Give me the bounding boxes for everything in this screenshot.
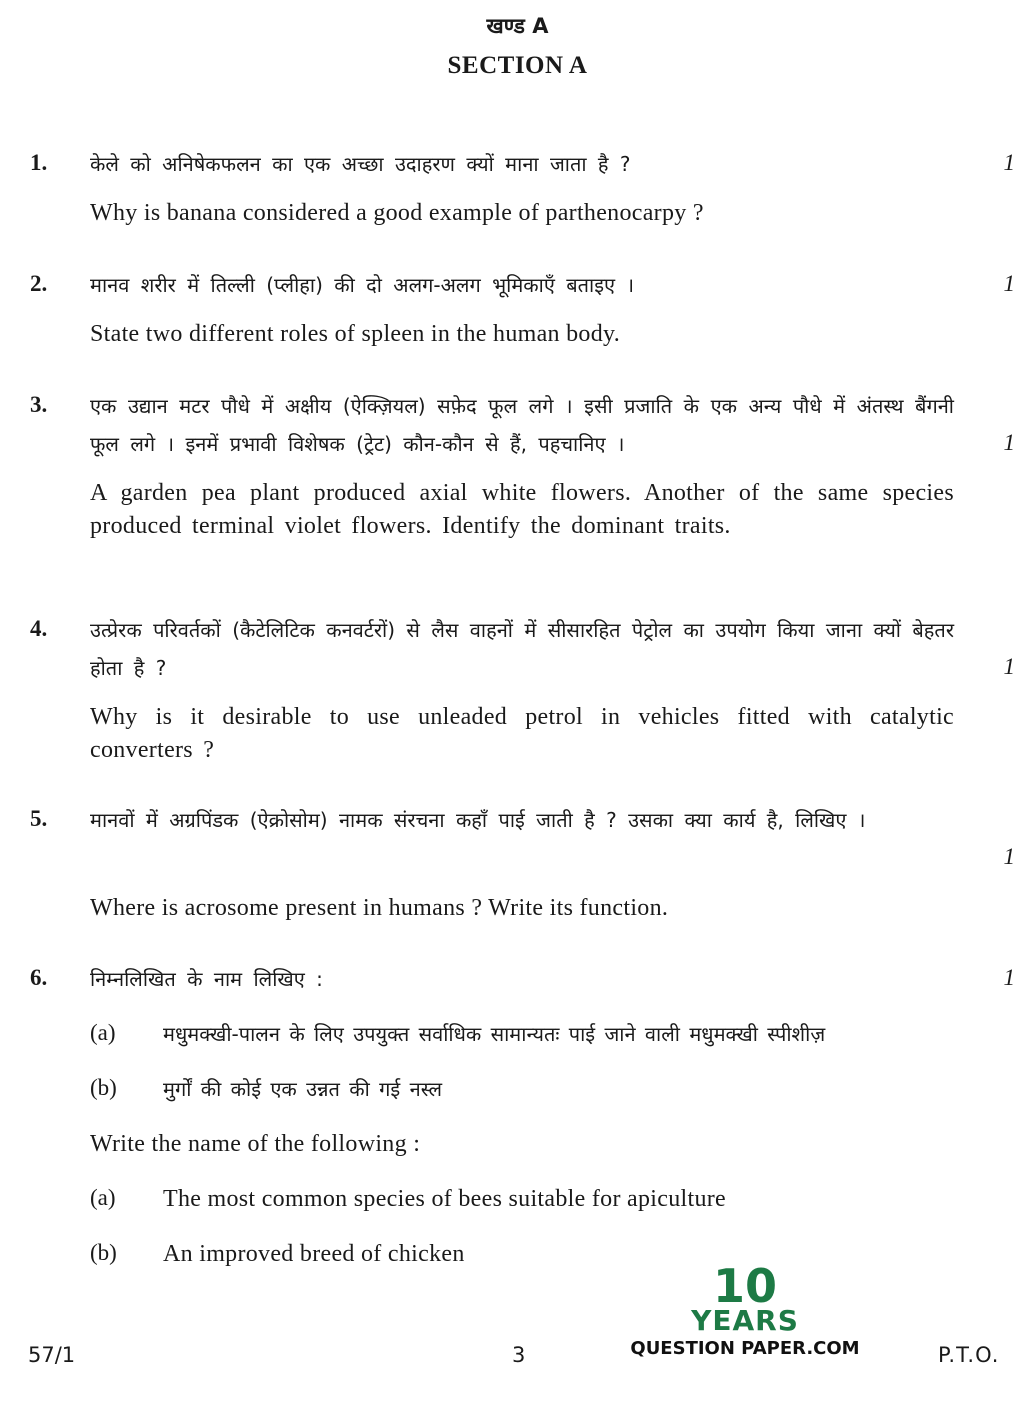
question-marks: 1	[1003, 271, 1015, 296]
page-number: 3	[512, 1343, 526, 1367]
part-label-english-b: (b)	[90, 1240, 117, 1265]
section-heading: SECTION A	[447, 52, 588, 79]
logo-site-name: QUESTION PAPER.COM	[630, 1338, 860, 1359]
section-heading-hindi: खण्ड A	[486, 14, 549, 38]
question-text-english: A garden pea plant produced axial white flowers. Another of the same species produced terminal violet flowers. Identify the dominant traits.	[90, 480, 954, 539]
question-text-hindi: उत्प्रेरक परिवर्तकों (कैटेलिटिक कनवर्टरों) से लैस वाहनों में सीसारहित पेट्रोल का उपयोग किया जाना क्यों बेहतर होता है ?	[90, 618, 954, 680]
question-number: 4.	[30, 616, 48, 641]
question-text-english: Where is acrosome present in humans ? Write its function.	[90, 895, 669, 921]
part-label-hindi-a: (a)	[90, 1020, 116, 1045]
question-marks: 1	[1003, 844, 1015, 869]
part-label-english-a: (a)	[90, 1185, 116, 1210]
part-text-english-a: The most common species of bees suitable for apiculture	[163, 1186, 727, 1212]
question-number: 3.	[30, 392, 48, 417]
question-text-english: State two different roles of spleen in the human body.	[90, 321, 621, 347]
question-text-hindi: मानवों में अग्रपिंडक (ऐक्रोसोम) नामक संरचना कहाँ पाई जाती है ? उसका क्या कार्य है, लिखिए ।	[90, 808, 866, 832]
watermark-logo	[630, 1259, 870, 1366]
question-marks: 1	[1003, 150, 1015, 175]
part-text-english-b: An improved breed of chicken	[163, 1241, 465, 1267]
part-text-hindi-b: मुर्गों की कोई एक उन्नत की गई नस्ल	[163, 1077, 443, 1101]
part-text-hindi-a: मधुमक्खी-पालन के लिए उपयुक्त सर्वाधिक सामान्यतः पाई जाने वाली मधुमक्खी स्पीशीज़	[163, 1022, 826, 1046]
question-number: 1.	[30, 150, 48, 175]
question-text-hindi: निम्नलिखित के नाम लिखिए :	[90, 967, 323, 991]
logo-number: 10	[712, 1259, 777, 1313]
question-text-hindi: मानव शरीर में तिल्ली (प्लीहा) की दो अलग-अलग भूमिकाएँ बताइए ।	[90, 273, 635, 297]
question-text-english: Write the name of the following :	[90, 1131, 421, 1157]
question-marks: 1	[1003, 430, 1015, 455]
question-text-hindi: केले को अनिषेकफलन का एक अच्छा उदाहरण क्यों माना जाता है ?	[90, 152, 631, 176]
logo-years: YEARS	[691, 1304, 799, 1337]
question-marks: 1	[1003, 654, 1015, 679]
question-number: 6.	[30, 965, 48, 990]
question-number: 2.	[30, 271, 48, 296]
pto-label: P.T.O.	[938, 1343, 1000, 1367]
paper-code: 57/1	[28, 1343, 76, 1367]
question-text-english: Why is it desirable to use unleaded petrol in vehicles fitted with catalytic converters ?	[90, 704, 954, 763]
question-marks: 1	[1003, 965, 1015, 990]
question-text-english: Why is banana considered a good example of parthenocarpy ?	[90, 200, 704, 226]
part-label-hindi-b: (b)	[90, 1075, 117, 1100]
question-text-hindi: एक उद्यान मटर पौधे में अक्षीय (ऐक्ज़ियल) सफ़ेद फूल लगे । इसी प्रजाति के एक अन्य पौधे में अंतस्थ बैंगनी फूल लगे । इनमें प्रभावी विशेषक (ट्रेट) कौन-कौन से हैं, पहचानिए ।	[90, 394, 954, 456]
question-number: 5.	[30, 806, 48, 831]
